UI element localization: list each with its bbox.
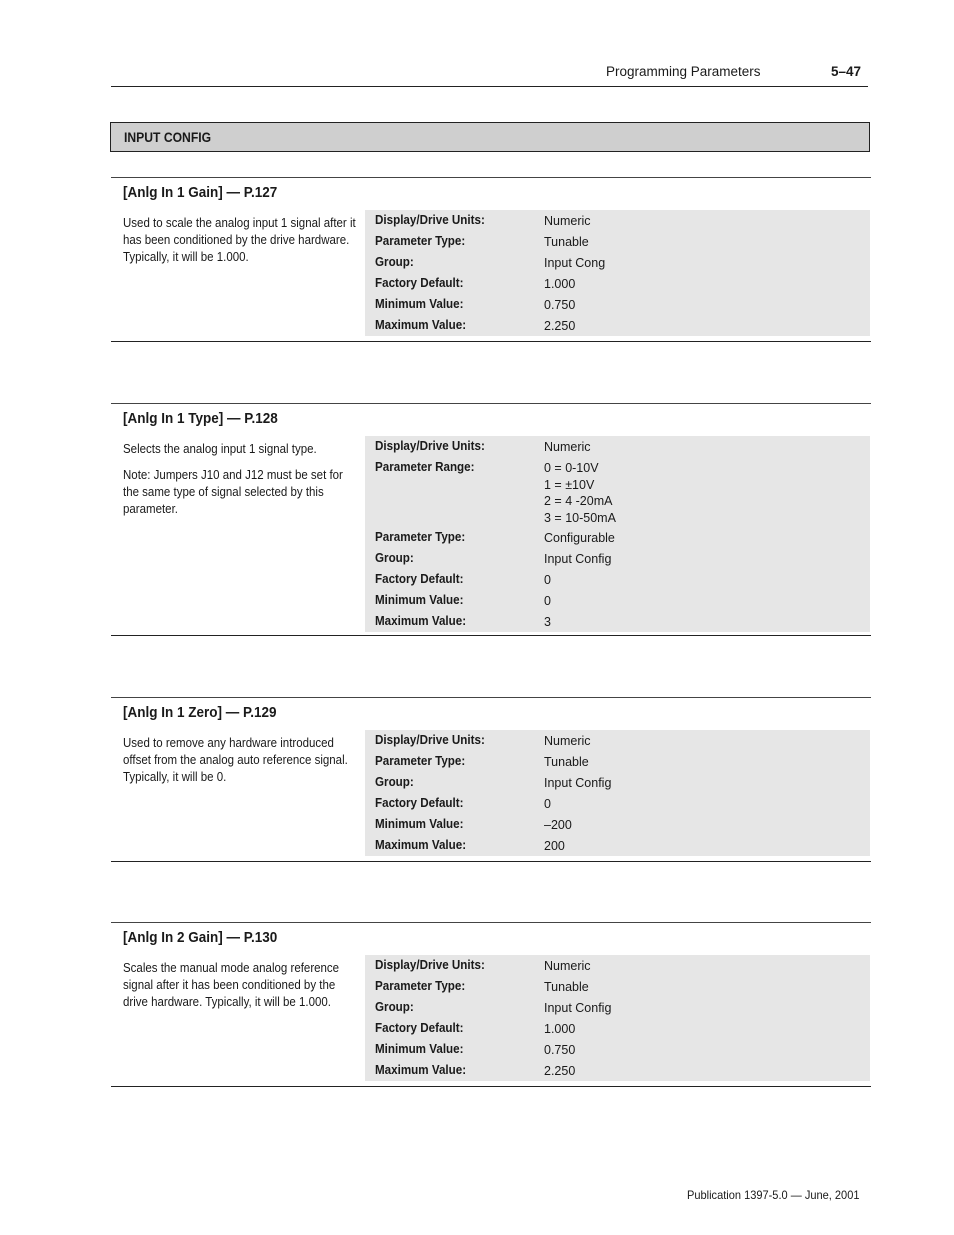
attribute-value	[544, 1021, 575, 1038]
attribute-row	[365, 252, 870, 273]
attribute-row	[365, 1060, 870, 1081]
attribute-row	[365, 436, 870, 457]
attribute-label: Display/Drive Units:	[375, 733, 485, 747]
attribute-label: Parameter Type:	[375, 979, 466, 993]
attribute-value	[544, 754, 589, 771]
attribute-value	[544, 213, 591, 230]
attribute-row	[365, 210, 870, 231]
parameter-block-p130	[111, 922, 871, 1087]
attribute-value	[544, 530, 615, 547]
value-line: 0	[544, 573, 551, 587]
attribute-label: Minimum Value:	[375, 1042, 464, 1056]
parameter-block-p129	[111, 697, 871, 862]
attribute-value	[544, 1063, 575, 1080]
attribute-row	[365, 294, 870, 315]
attribute-row	[365, 590, 870, 611]
value-line: Tunable	[544, 980, 589, 994]
value-line: –200	[544, 818, 572, 832]
parameter-attributes-table	[365, 436, 870, 632]
attribute-row	[365, 1018, 870, 1039]
value-line: Tunable	[544, 235, 589, 249]
attribute-row	[365, 569, 870, 590]
attribute-row	[365, 527, 870, 548]
publication-footer: Publication 1397-5.0 — June, 2001	[687, 1188, 860, 1202]
value-line: 0	[544, 797, 551, 811]
attribute-value	[544, 297, 575, 314]
attribute-row	[365, 1039, 870, 1060]
parameter-description	[123, 735, 363, 795]
value-line: Input Config	[544, 552, 612, 566]
value-line: Input Config	[544, 776, 612, 790]
attribute-row	[365, 548, 870, 569]
attribute-label: Maximum Value:	[375, 838, 467, 852]
section-title: INPUT CONFIG	[124, 130, 212, 145]
value-line: Input Config	[544, 1001, 612, 1015]
attribute-label: Group:	[375, 775, 414, 789]
attribute-label: Maximum Value:	[375, 318, 467, 332]
value-line: 200	[544, 839, 565, 853]
attribute-row	[365, 955, 870, 976]
parameter-description	[123, 441, 363, 527]
attribute-value	[544, 733, 591, 750]
value-line: Numeric	[544, 440, 591, 454]
attribute-label: Display/Drive Units:	[375, 213, 485, 227]
attribute-value	[544, 614, 551, 631]
value-line: 1.000	[544, 1022, 576, 1036]
value-line: 2 = 4 -20mA	[544, 494, 613, 508]
attribute-label: Minimum Value:	[375, 593, 464, 607]
parameter-description	[123, 960, 363, 1020]
value-line: 2.250	[544, 319, 576, 333]
attribute-label: Factory Default:	[375, 1021, 464, 1035]
attribute-row	[365, 315, 870, 336]
parameter-block-p128	[111, 403, 871, 636]
description-paragraph: Used to scale the analog input 1 signal after it has been conditioned by the drive hardware. Typically, it will be 1.000.	[123, 216, 356, 264]
attribute-value	[544, 318, 575, 335]
page-number: 5–47	[831, 64, 862, 79]
attribute-value	[544, 1000, 611, 1017]
description-paragraph: Scales the manual mode analog reference signal after it has been conditioned by the drive hardware. Typically, it will be 1.000.	[123, 961, 340, 1009]
attribute-row	[365, 730, 870, 751]
attribute-row	[365, 273, 870, 294]
value-line: 0.750	[544, 1043, 576, 1057]
attribute-row	[365, 997, 870, 1018]
attribute-label: Group:	[375, 255, 414, 269]
parameter-block-p127	[111, 177, 871, 342]
attribute-value	[544, 1042, 575, 1059]
value-line: 0 = 0-10V	[544, 461, 599, 475]
attribute-row	[365, 814, 870, 835]
parameter-title: [Anlg In 1 Gain] — P.127	[123, 184, 278, 201]
value-line: 3 = 10-50mA	[544, 510, 616, 525]
attribute-label: Group:	[375, 1000, 414, 1014]
parameter-attributes-table	[365, 210, 870, 336]
value-line: 0.750	[544, 298, 576, 312]
attribute-label: Factory Default:	[375, 796, 464, 810]
header-divider	[111, 86, 868, 87]
value-line: Tunable	[544, 755, 589, 769]
attribute-value	[544, 775, 611, 792]
parameter-attributes-table	[365, 955, 870, 1081]
parameter-title: [Anlg In 1 Zero] — P.129	[123, 704, 277, 721]
value-line: Numeric	[544, 959, 591, 973]
parameter-description	[123, 215, 363, 275]
attribute-value	[544, 551, 611, 568]
value-line: 0	[544, 594, 551, 608]
parameter-attributes-table	[365, 730, 870, 856]
attribute-label: Display/Drive Units:	[375, 958, 485, 972]
attribute-row	[365, 457, 870, 527]
attribute-label: Group:	[375, 551, 414, 565]
attribute-value	[544, 838, 565, 855]
description-paragraph: Used to remove any hardware introduced offset from the analog auto reference signal. Typically, it will be 0.	[123, 736, 348, 784]
value-line: Input Cong	[544, 256, 606, 270]
attribute-row	[365, 772, 870, 793]
attribute-value	[544, 276, 575, 293]
value-line: 2.250	[544, 1064, 576, 1078]
attribute-label: Parameter Type:	[375, 234, 466, 248]
attribute-value	[544, 234, 589, 251]
value-line: Numeric	[544, 214, 591, 228]
attribute-value	[544, 255, 605, 272]
attribute-row	[365, 611, 870, 632]
attribute-value	[544, 572, 551, 589]
attribute-label: Minimum Value:	[375, 817, 464, 831]
attribute-label: Factory Default:	[375, 276, 464, 290]
attribute-label: Maximum Value:	[375, 1063, 467, 1077]
value-line: 3	[544, 615, 551, 629]
attribute-label: Minimum Value:	[375, 297, 464, 311]
attribute-value	[544, 593, 551, 610]
section-banner	[110, 122, 870, 152]
attribute-label: Maximum Value:	[375, 614, 467, 628]
attribute-row	[365, 751, 870, 772]
attribute-label: Parameter Range:	[375, 460, 475, 474]
attribute-row	[365, 231, 870, 252]
attribute-value	[544, 958, 591, 975]
value-line: 1 = ±10V	[544, 477, 595, 492]
attribute-value	[544, 796, 551, 813]
value-line: Configurable	[544, 531, 615, 545]
attribute-label: Parameter Type:	[375, 530, 466, 544]
attribute-value	[544, 979, 589, 996]
description-paragraph: Selects the analog input 1 signal type.	[123, 442, 317, 456]
value-line: 1.000	[544, 277, 576, 291]
attribute-row	[365, 793, 870, 814]
value-line: Numeric	[544, 734, 591, 748]
parameter-title: [Anlg In 2 Gain] — P.130	[123, 929, 278, 946]
attribute-value	[544, 460, 616, 526]
attribute-label: Factory Default:	[375, 572, 464, 586]
attribute-label: Display/Drive Units:	[375, 439, 485, 453]
attribute-row	[365, 835, 870, 856]
description-paragraph: Note: Jumpers J10 and J12 must be set for the same type of signal selected by this parameter.	[123, 468, 343, 516]
running-header-title: Programming Parameters	[606, 64, 761, 79]
attribute-value	[544, 439, 591, 456]
attribute-row	[365, 976, 870, 997]
attribute-label: Parameter Type:	[375, 754, 466, 768]
parameter-title: [Anlg In 1 Type] — P.128	[123, 410, 278, 427]
attribute-value	[544, 817, 572, 834]
